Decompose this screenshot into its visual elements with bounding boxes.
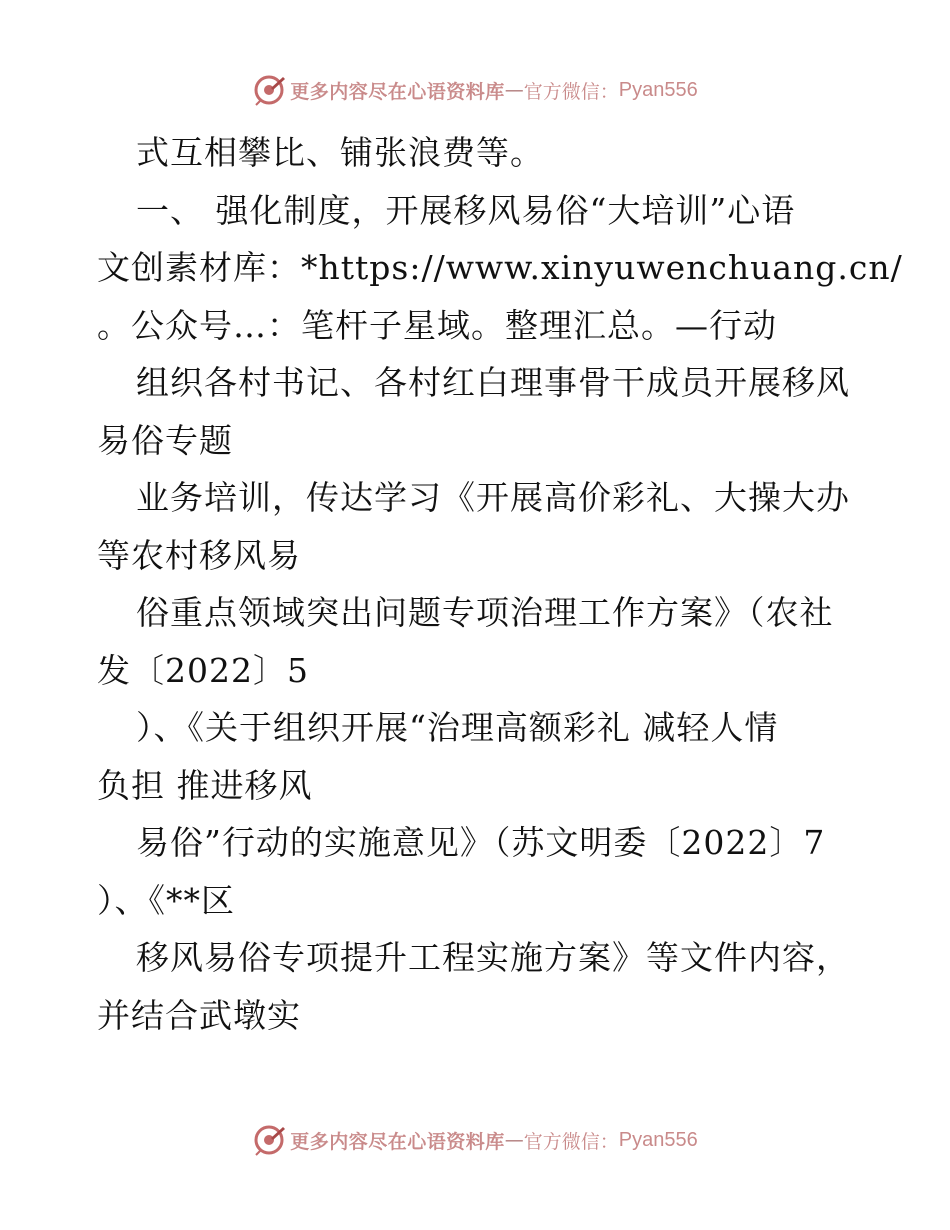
logo-icon — [252, 1123, 286, 1157]
logo-icon — [252, 73, 286, 107]
text-line: 文创素材库：*https://www.xinyuwenchuang.cn/ — [97, 248, 903, 287]
text-line: 并结合武墩实 — [97, 995, 301, 1035]
footer-banner — [0, 1120, 950, 1160]
banner-separator: — — [504, 1129, 524, 1151]
banner-wechat-id: Pyan556 — [618, 78, 698, 101]
text-line: 易俗专题 — [97, 420, 233, 460]
banner-separator: — — [504, 79, 524, 101]
banner-wechat-label: 官方微信： — [523, 1130, 619, 1153]
text-line: 发〔2022〕5 — [97, 650, 309, 690]
text-line: ）、《关于组织开展“治理高额彩礼 减轻人情 — [136, 708, 779, 747]
text-line: 业务培训，传达学习《开展高价彩礼、大操大办 — [136, 478, 850, 517]
text-line: 移风易俗专项提升工程实施方案》等文件内容， — [136, 938, 850, 977]
banner-wechat-id: Pyan556 — [618, 1128, 698, 1151]
banner-title: 更多内容尽在心语资料库 — [290, 80, 505, 103]
banner-title: 更多内容尽在心语资料库 — [290, 1130, 505, 1153]
text-line: 式互相攀比、铺张浪费等。 — [136, 133, 544, 172]
document-body — [97, 124, 903, 1044]
header-banner — [0, 70, 950, 110]
text-line: 组织各村书记、各村红白理事骨干成员开展移风 — [136, 363, 850, 402]
text-line: 等农村移风易 — [97, 535, 301, 575]
text-line: ）、《**区 — [97, 880, 235, 920]
section-heading: 一、 强化制度，开展移风易俗“大培训”心语 — [136, 190, 796, 230]
text-line: 易俗”行动的实施意见》（苏文明委〔2022〕7 — [136, 823, 826, 862]
text-line: 俗重点领域突出问题专项治理工作方案》（农社 — [136, 593, 834, 632]
text-line: 。公众号…：笔杆子星域。整理汇总。—行动 — [97, 305, 777, 345]
banner-wechat-label: 官方微信： — [523, 80, 619, 103]
text-line: 负担 推进移风 — [97, 765, 313, 805]
